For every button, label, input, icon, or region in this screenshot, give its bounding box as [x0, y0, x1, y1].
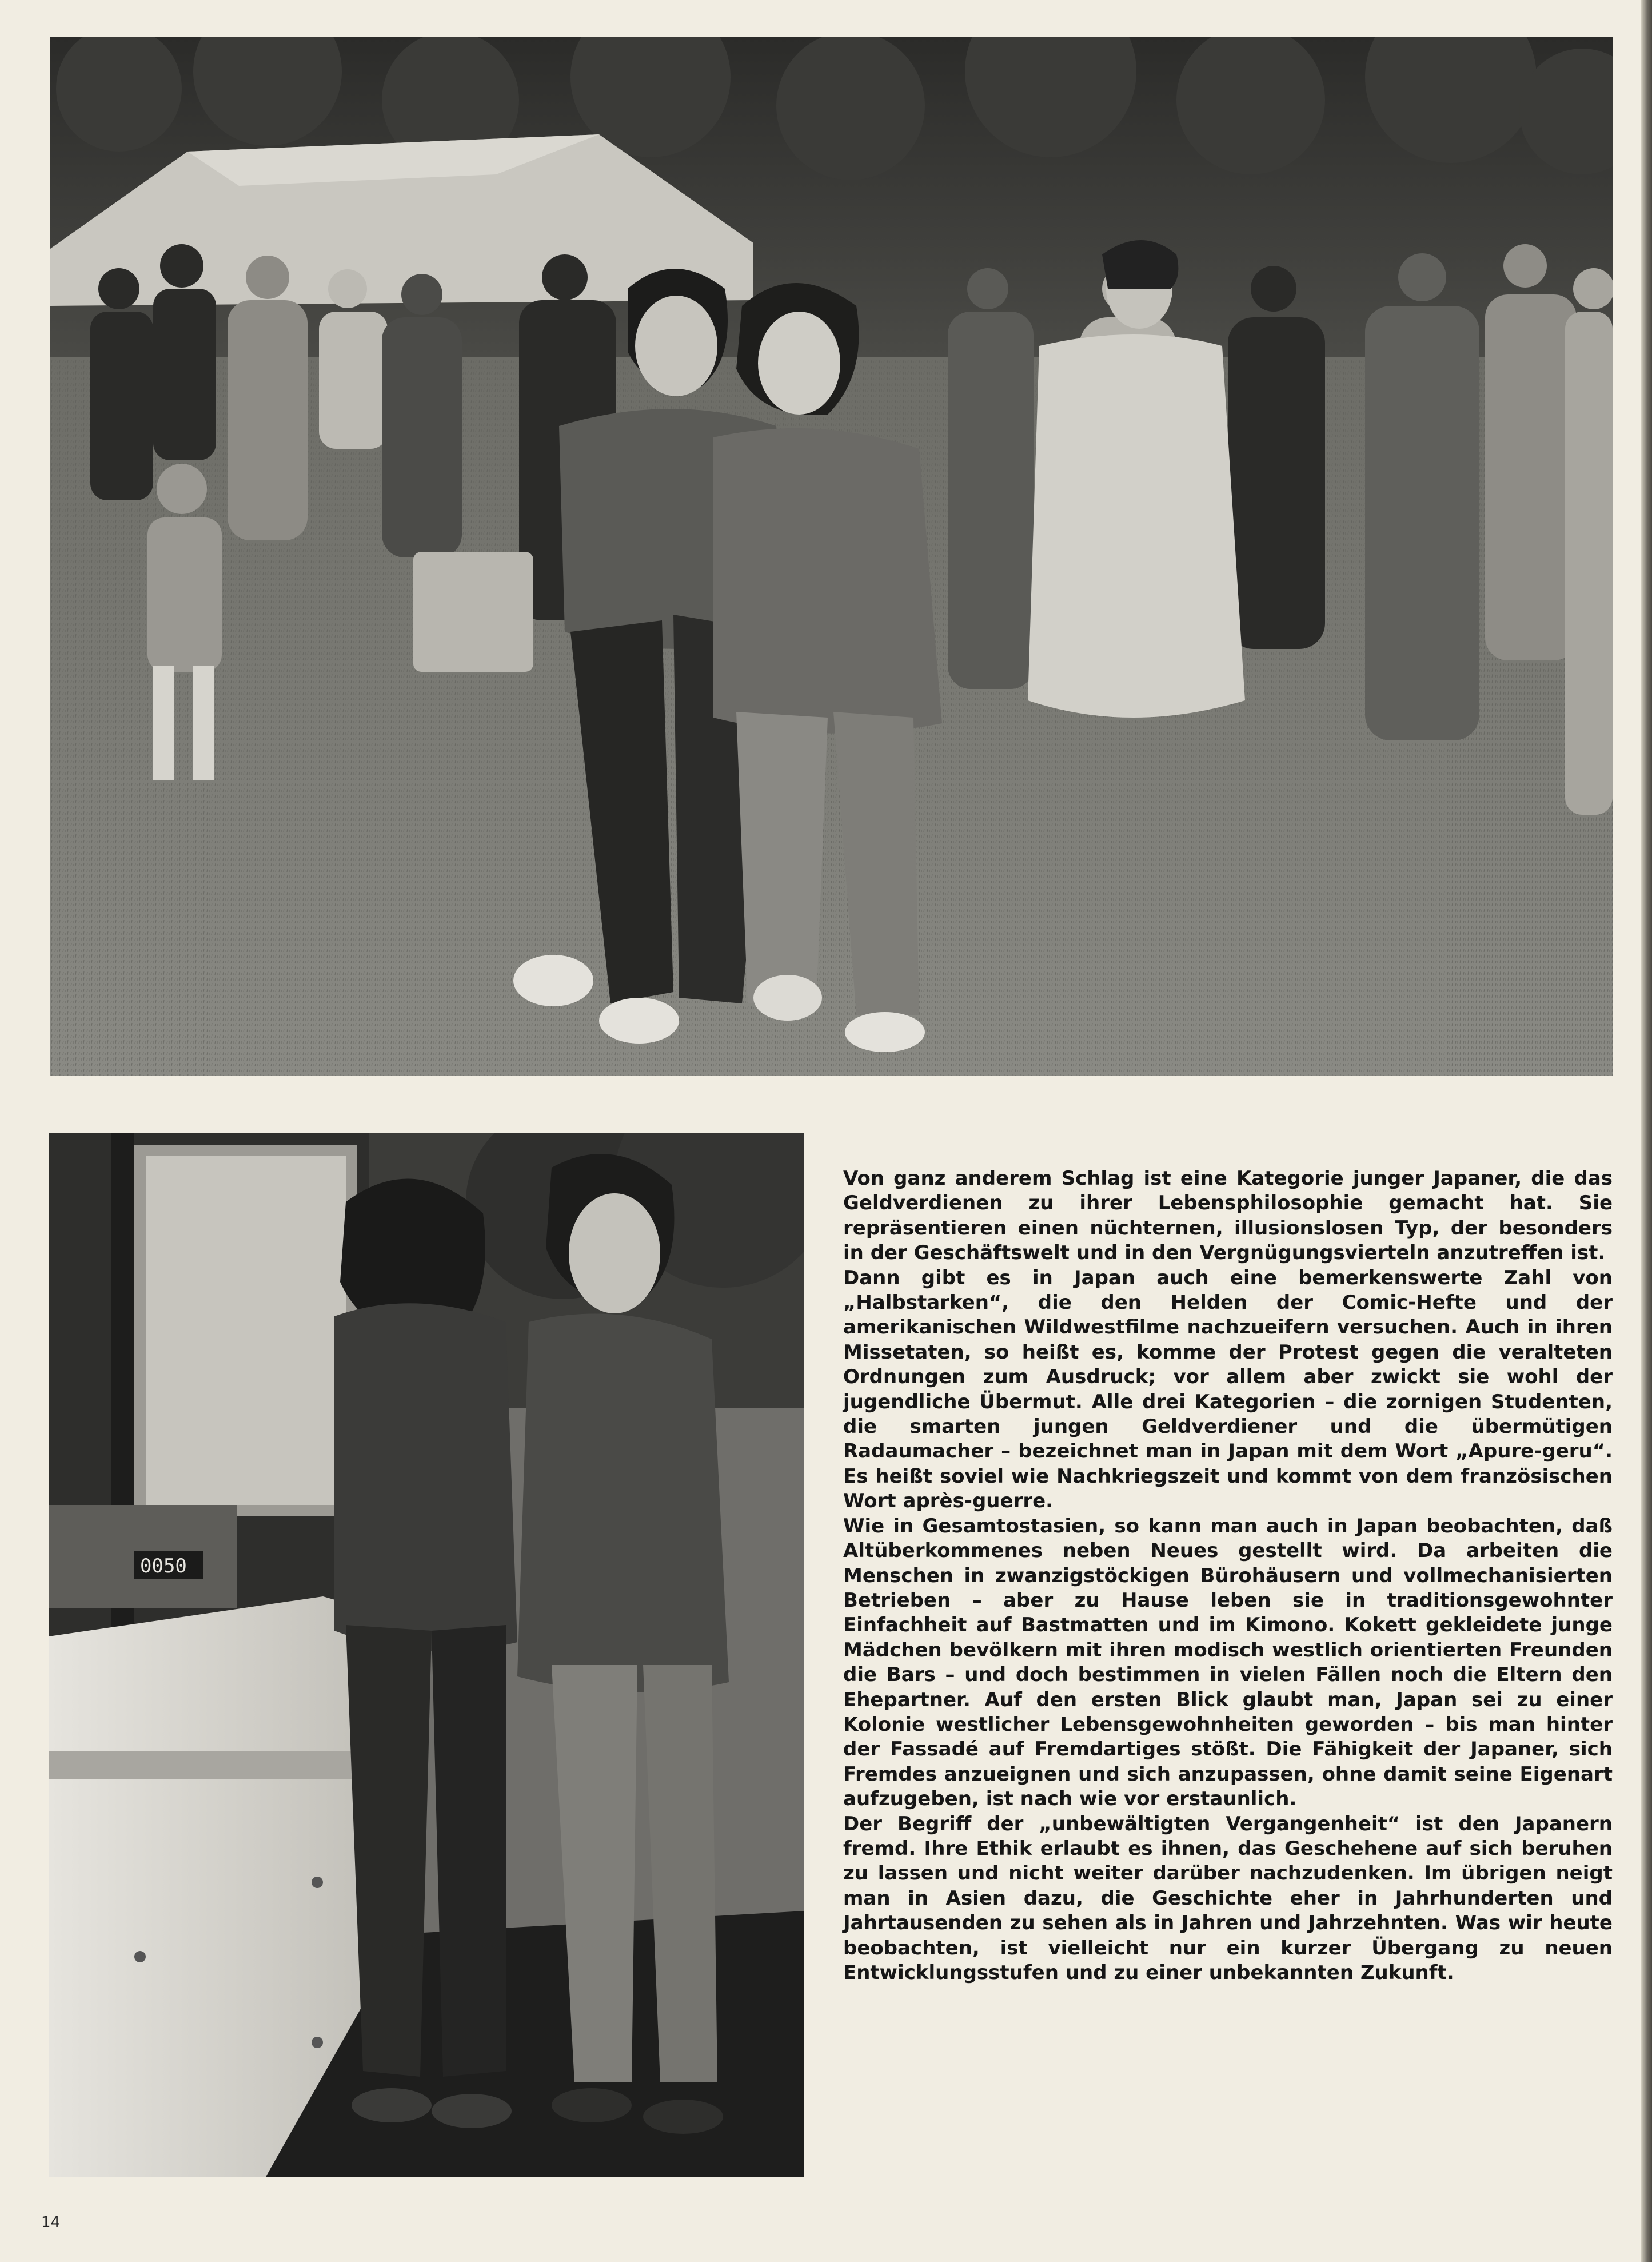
register-counter: 0050 — [140, 1555, 187, 1578]
page-number: 14 — [41, 2214, 61, 2231]
article-paragraph: Von ganz anderem Schlag ist eine Kategorie junger Japaner, die das Geldverdienen zu ihrer Lebensphilosophie gemacht hat. Sie repräsentieren einen nüchternen, illusionslosen Typ, der besonders in der Geschäftswelt und in den Vergnügungsvierteln anzutreffen ist. — [843, 1167, 1613, 1265]
article-paragraph: Der Begriff der „unbewältigten Vergangenheit“ ist den Japanern fremd. Ihre Ethik erlaubt es ihnen, das Geschehene auf sich beruhen zu lassen und nicht weiter darüber nachzudenken. Im übrigen neigt man in Asien dazu, die Geschichte eher in Jahrhunderten und Jahrtausenden zu sehen als in Jahren und Jahrzehnten. Was wir heute beobachten, ist vielleicht nur ein kurzer Übergang zu neuen Entwicklungsstufen und zu einer unbekannten Zukunft. — [843, 1812, 1613, 1984]
article-paragraph: Wie in Gesamtostasien, so kann man auch in Japan beobachten, daß Altüberkommenes neben Neues gestellt wird. Da arbeiten die Menschen in zwanzigstöckigen Bürohäusern und vollmechanisierten Betrieben – aber zu Hause leben sie in traditionsgewohnter Einfachheit auf Bastmatten und im Kimono. Kokett gekleidete junge Mädchen bevölkern mit ihren modisch westlich orientierten Freunden die Bars – und doch bestimmen in vielen Fällen noch die Eltern den Ehepartner. Auf den ersten Blick glaubt man, Japan sei zu einer Kolonie westlicher Lebensgewohnheiten geworden – bis man hinter der Fassadé auf Fremdartiges stößt. Die Fähigkeit der Japaner, sich Fremdes anzueignen und sich anzupassen, ohne damit seine Eigenart aufzugeben, ist nach wie vor erstaunlich. — [843, 1514, 1613, 1811]
ticket-booth-photo — [49, 1133, 804, 2177]
crowd-photo — [50, 37, 1613, 1076]
article-paragraph: Dann gibt es in Japan auch eine bemerkenswerte Zahl von „Halbstarken“, die den Helden der Comic-Hefte und der amerikanischen Wildwestfilme nachzueifern versuchen. Auch in ihren Missetaten, so heißt es, komme der Protest gegen die veralteten Ordnungen zum Ausdruck; vor allem aber zwickt sie wohl der jugendliche Übermut. Alle drei Kategorien – die zornigen Studenten, die smarten jungen Geldverdiener und die übermütigen Radaumacher – bezeichnet man in Japan mit dem Wort „Apure-geru“. Es heißt soviel wie Nachkriegszeit und kommt von dem französischen Wort après-guerre. — [843, 1266, 1613, 1513]
article-body — [843, 1166, 1613, 1985]
page-edge-shadow — [1641, 0, 1652, 2262]
